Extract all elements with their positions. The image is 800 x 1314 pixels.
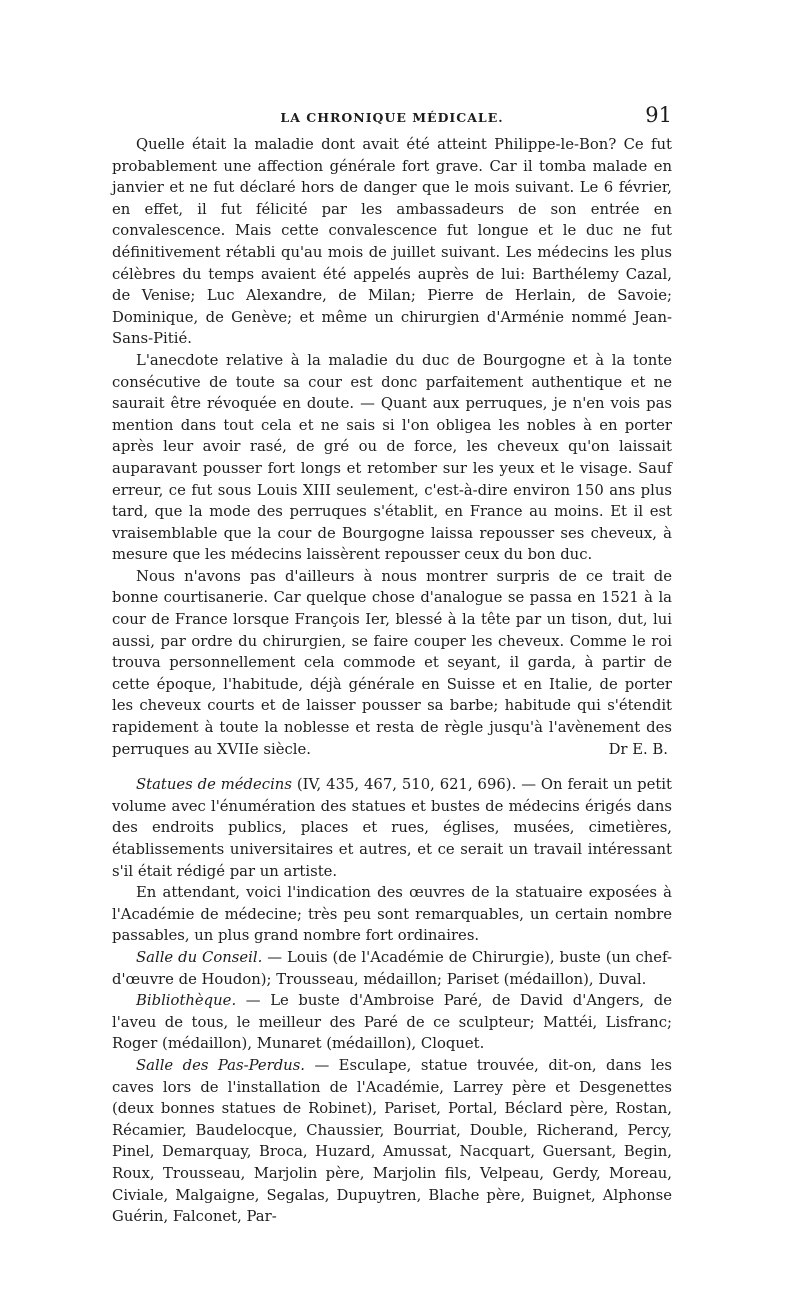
text-pas-perdus: — Esculape, statue trouvée, dit-on, dans les caves lors de l'installation de l'Académie, Larrey père et Desgenettes (deux bonnes statues de Robinet), Pariset, Portal, Béclard père, Rostan, Récamier, Baudelocque, Chaussier, Bourriat, Double, Richerand, Percy, Pinel, Demarquay, Broca, Huzard, Amussat, Nacquart, Guersant, Begin, Roux, Trousseau, Marjolin père, Marjolin fils, Velpeau, Gerdy, Moreau, Civiale, Malgaigne, Segalas, Dupuytren, Blache père, Buignet, Alphonse Guérin, Falconet, Par- <box>112 1056 672 1226</box>
label-bibliotheque: Bibliothèque. <box>136 992 237 1010</box>
section-gap <box>112 760 672 774</box>
page-number: 91 <box>645 103 672 127</box>
label-pas-perdus: Salle des Pas-Perdus. <box>136 1056 306 1074</box>
section-references: (IV, 435, 467, 510, 621, 696). <box>296 776 517 794</box>
running-title: LA CHRONIQUE MÉDICALE. <box>280 110 504 125</box>
text-bibliotheque: — Le buste d'Ambroise Paré, de David d'Angers, de l'aveu de tous, le meilleur des Paré de ce sculpteur; Mattéi, Lisfranc; Roger (médaillon), Munaret (médaillon), Cloquet. <box>112 992 672 1053</box>
paragraph-statues-intro <box>112 774 672 882</box>
text-salle-conseil: — Louis (de l'Académie de Chirurgie), buste (un chef-d'œuvre de Houdon); Trousseau, médaillon; Pariset (médaillon), Duval. <box>112 948 672 988</box>
paragraph-pas-perdus <box>112 1055 672 1228</box>
page <box>112 100 672 1228</box>
paragraph-courtisanerie <box>112 566 672 760</box>
running-header <box>112 100 672 134</box>
paragraph-philippe-le-bon: Quelle était la maladie dont avait été atteint Philippe-le-Bon? Ce fut probablement une affection générale fort grave. Car il tomba malade en janvier et ne fut déclaré hors de danger que le mois suivant. Le 6 février, en effet, il fut félicité par les ambassadeurs de son entrée en convalescence. Mais cette convalescence fut longue et le duc ne fut définitivement rétabli qu'au mois de juillet suivant. Les médecins les plus célèbres du temps avaient été appelés auprès de lui: Barthélemy Cazal, de Venise; Luc Alexandre, de Milan; Pierre de Herlain, de Savoie; Dominique, de Genève; et même un chirurgien d'Arménie nommé Jean-Sans-Pitié. <box>112 136 672 348</box>
paragraph-anecdote: L'anecdote relative à la maladie du duc de Bourgogne et à la tonte consécutive de toute sa cour est donc parfaitement authentique et ne saurait être révoquée en doute. — Quant aux perruques, je n'en vois pas mention dans tout cela et ne sais si l'on obligea les nobles à en porter après leur avoir rasé, de gré ou de force, les cheveux qu'on laissait auparavant pousser fort longs et retomber sur les yeux et le visage. Sauf erreur, ce fut sous Louis XIII seulement, c'est-à-dire environ 150 ans plus tard, que la mode des perruques s'établit, en France au moins. Et il est vraisemblable que la cour de Bourgogne laissa repousser ses cheveux, à mesure que les médecins laissèrent repousser ceux du bon duc. <box>112 351 672 564</box>
statues-intro-text: — On ferait un petit volume avec l'énumération des statues et bustes de médecins érigés dans des endroits publics, places et rues, églises, musées, cimetières, établissements universitaires et autres, et ce serait un travail intéressant s'il était rédigé par un artiste. <box>112 776 672 880</box>
author-signature: Dr E. B. <box>608 740 668 758</box>
label-salle-conseil: Salle du Conseil. <box>136 948 263 966</box>
paragraph-salle-conseil <box>112 947 672 990</box>
paragraph-academie: En attendant, voici l'indication des œuvres de la statuaire exposées à l'Académie de médecine; très peu sont remarquables, un certain nombre passables, un plus grand nombre fort ordinaires. <box>112 884 672 945</box>
paragraph-bibliotheque <box>112 990 672 1055</box>
paragraph-courtisanerie-text: Nous n'avons pas d'ailleurs à nous montrer surpris de ce trait de bonne courtisanerie. Car quelque chose d'analogue se passa en 1521 à la cour de France lorsque François Ier, blessé à la tête par un tison, dut, lui aussi, par ordre du chirurgien, se faire couper les cheveux. Comme le roi trouva personnellement cela commode et seyant, il garda, à partir de cette époque, l'habitude, déjà générale en Suisse et en Italie, de porter les cheveux courts et de laisser pousser sa barbe; habitude qui s'étendit rapidement à toute la noblesse et resta de règle jusqu'à l'avènement des perruques au XVIIe siècle. <box>112 567 672 758</box>
section-title-statues: Statues de médecins <box>136 776 292 794</box>
